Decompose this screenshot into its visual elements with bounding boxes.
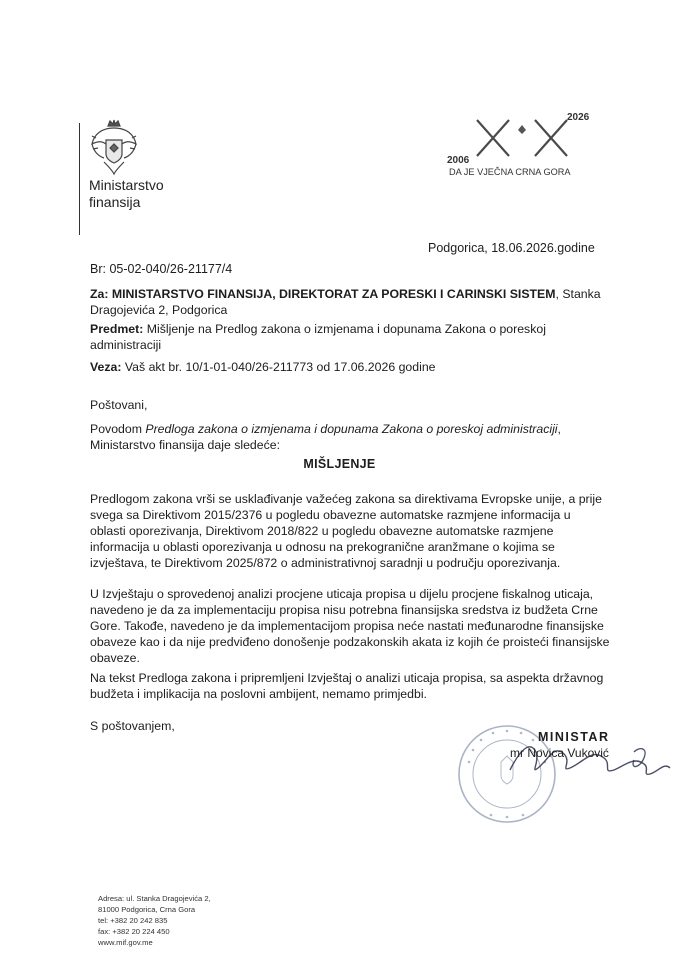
footer-fax: fax: +382 20 224 450 bbox=[98, 927, 170, 936]
paragraph-2: U Izvještaju o sprovedenoj analizi procjene uticaja propisa u dijelu procjene fiskalnog uticaja, navedeno je da za implementaciju propisa nisu potrebna finansijska sredstva iz budžeta Crne Gore. Takođe, navedeno je da implementacijom propisa neće nastati međunarodne finansijske obaveze kao i da nije predviđeno donošenje podzakonskih akata iz kojih će proisteći finansijske obaveze. bbox=[90, 587, 610, 665]
ministry-name: Ministarstvo finansija bbox=[89, 177, 164, 210]
header-divider bbox=[79, 123, 80, 235]
logo-year-right: 2026 bbox=[567, 112, 590, 123]
paragraph-1: Predlogom zakona vrši se usklađivanje važećeg zakona sa direktivama Evropske unije, a prije svega sa Direktivom 2015/2376 u pogledu obavezne automatske razmjene informacija u oblasti oporezivanja, Direktivom 2018/822 u pogledu obavezne automatske razmjene informacija u oblasti oporezivanja u odnosu na prekogranične aranžmane o kojima se izvještava, te Direktivom 2025/872 o administrativnoj saradnji u području oporezivanja. bbox=[90, 492, 602, 570]
recipient-label: Za: bbox=[90, 287, 109, 301]
recipient-address: Dragojevića 2, Podgorica bbox=[90, 303, 228, 317]
signatory-name: mr Novica Vuković bbox=[510, 746, 609, 760]
intro-law-title: Predloga zakona o izmjenama i dopunama Zakona o poreskoj administraciji bbox=[145, 422, 558, 436]
subject-label: Predmet: bbox=[90, 322, 144, 336]
logo-year-left: 2006 bbox=[447, 155, 470, 166]
signatory-title: MINISTAR bbox=[538, 730, 610, 744]
reference-label: Veza: bbox=[90, 360, 122, 374]
anniversary-logo bbox=[447, 100, 597, 180]
recipient-block bbox=[90, 286, 610, 318]
document-number: Br: 05-02-040/26-21177/4 bbox=[90, 262, 233, 276]
footer-contact bbox=[98, 893, 211, 948]
opinion-heading: MIŠLJENJE bbox=[303, 457, 376, 471]
subject-line1: Mišljenje na Predlog zakona o izmjenama i dopunama Zakona o poreskoj bbox=[146, 322, 546, 336]
footer-city: 81000 Podgorica, Crna Gora bbox=[98, 905, 196, 914]
recipient-name: MINISTARSTVO FINANSIJA, DIREKTORAT ZA PORESKI I CARINSKI SISTEM bbox=[111, 287, 556, 301]
logo-slogan: DA JE VJEČNA CRNA GORA bbox=[449, 167, 571, 177]
subject-line2: administraciji bbox=[90, 338, 162, 352]
reference-text: Vaš akt br. 10/1-01-040/26-211773 od 17.06.2026 godine bbox=[124, 360, 436, 374]
paragraph-3: Na tekst Predloga zakona i pripremljeni Izvještaj o analizi uticaja propisa, sa aspekta državnog budžeta i implikacija na poslovni ambijent, nemamo primjedbi. bbox=[90, 671, 604, 701]
recipient-address-tail: , Stanka bbox=[555, 287, 601, 301]
place-date: Podgorica, 18.06.2026.godine bbox=[428, 241, 595, 255]
footer-address: Adresa: ul. Stanka Dragojevića 2, bbox=[98, 894, 211, 903]
footer-website: www.mif.gov.me bbox=[98, 938, 153, 947]
subject-block bbox=[90, 321, 610, 353]
coat-of-arms-icon bbox=[88, 118, 140, 176]
reference-block bbox=[90, 359, 610, 375]
greeting: Poštovani, bbox=[90, 398, 148, 412]
intro-paragraph: Povodom Predloga zakona o izmjenama i dopunama Zakona o poreskoj administraciji, Ministarstvo finansija daje sledeće: bbox=[90, 422, 561, 452]
closing: S poštovanjem, bbox=[90, 719, 175, 733]
footer-phone: tel: +382 20 242 835 bbox=[98, 916, 168, 925]
